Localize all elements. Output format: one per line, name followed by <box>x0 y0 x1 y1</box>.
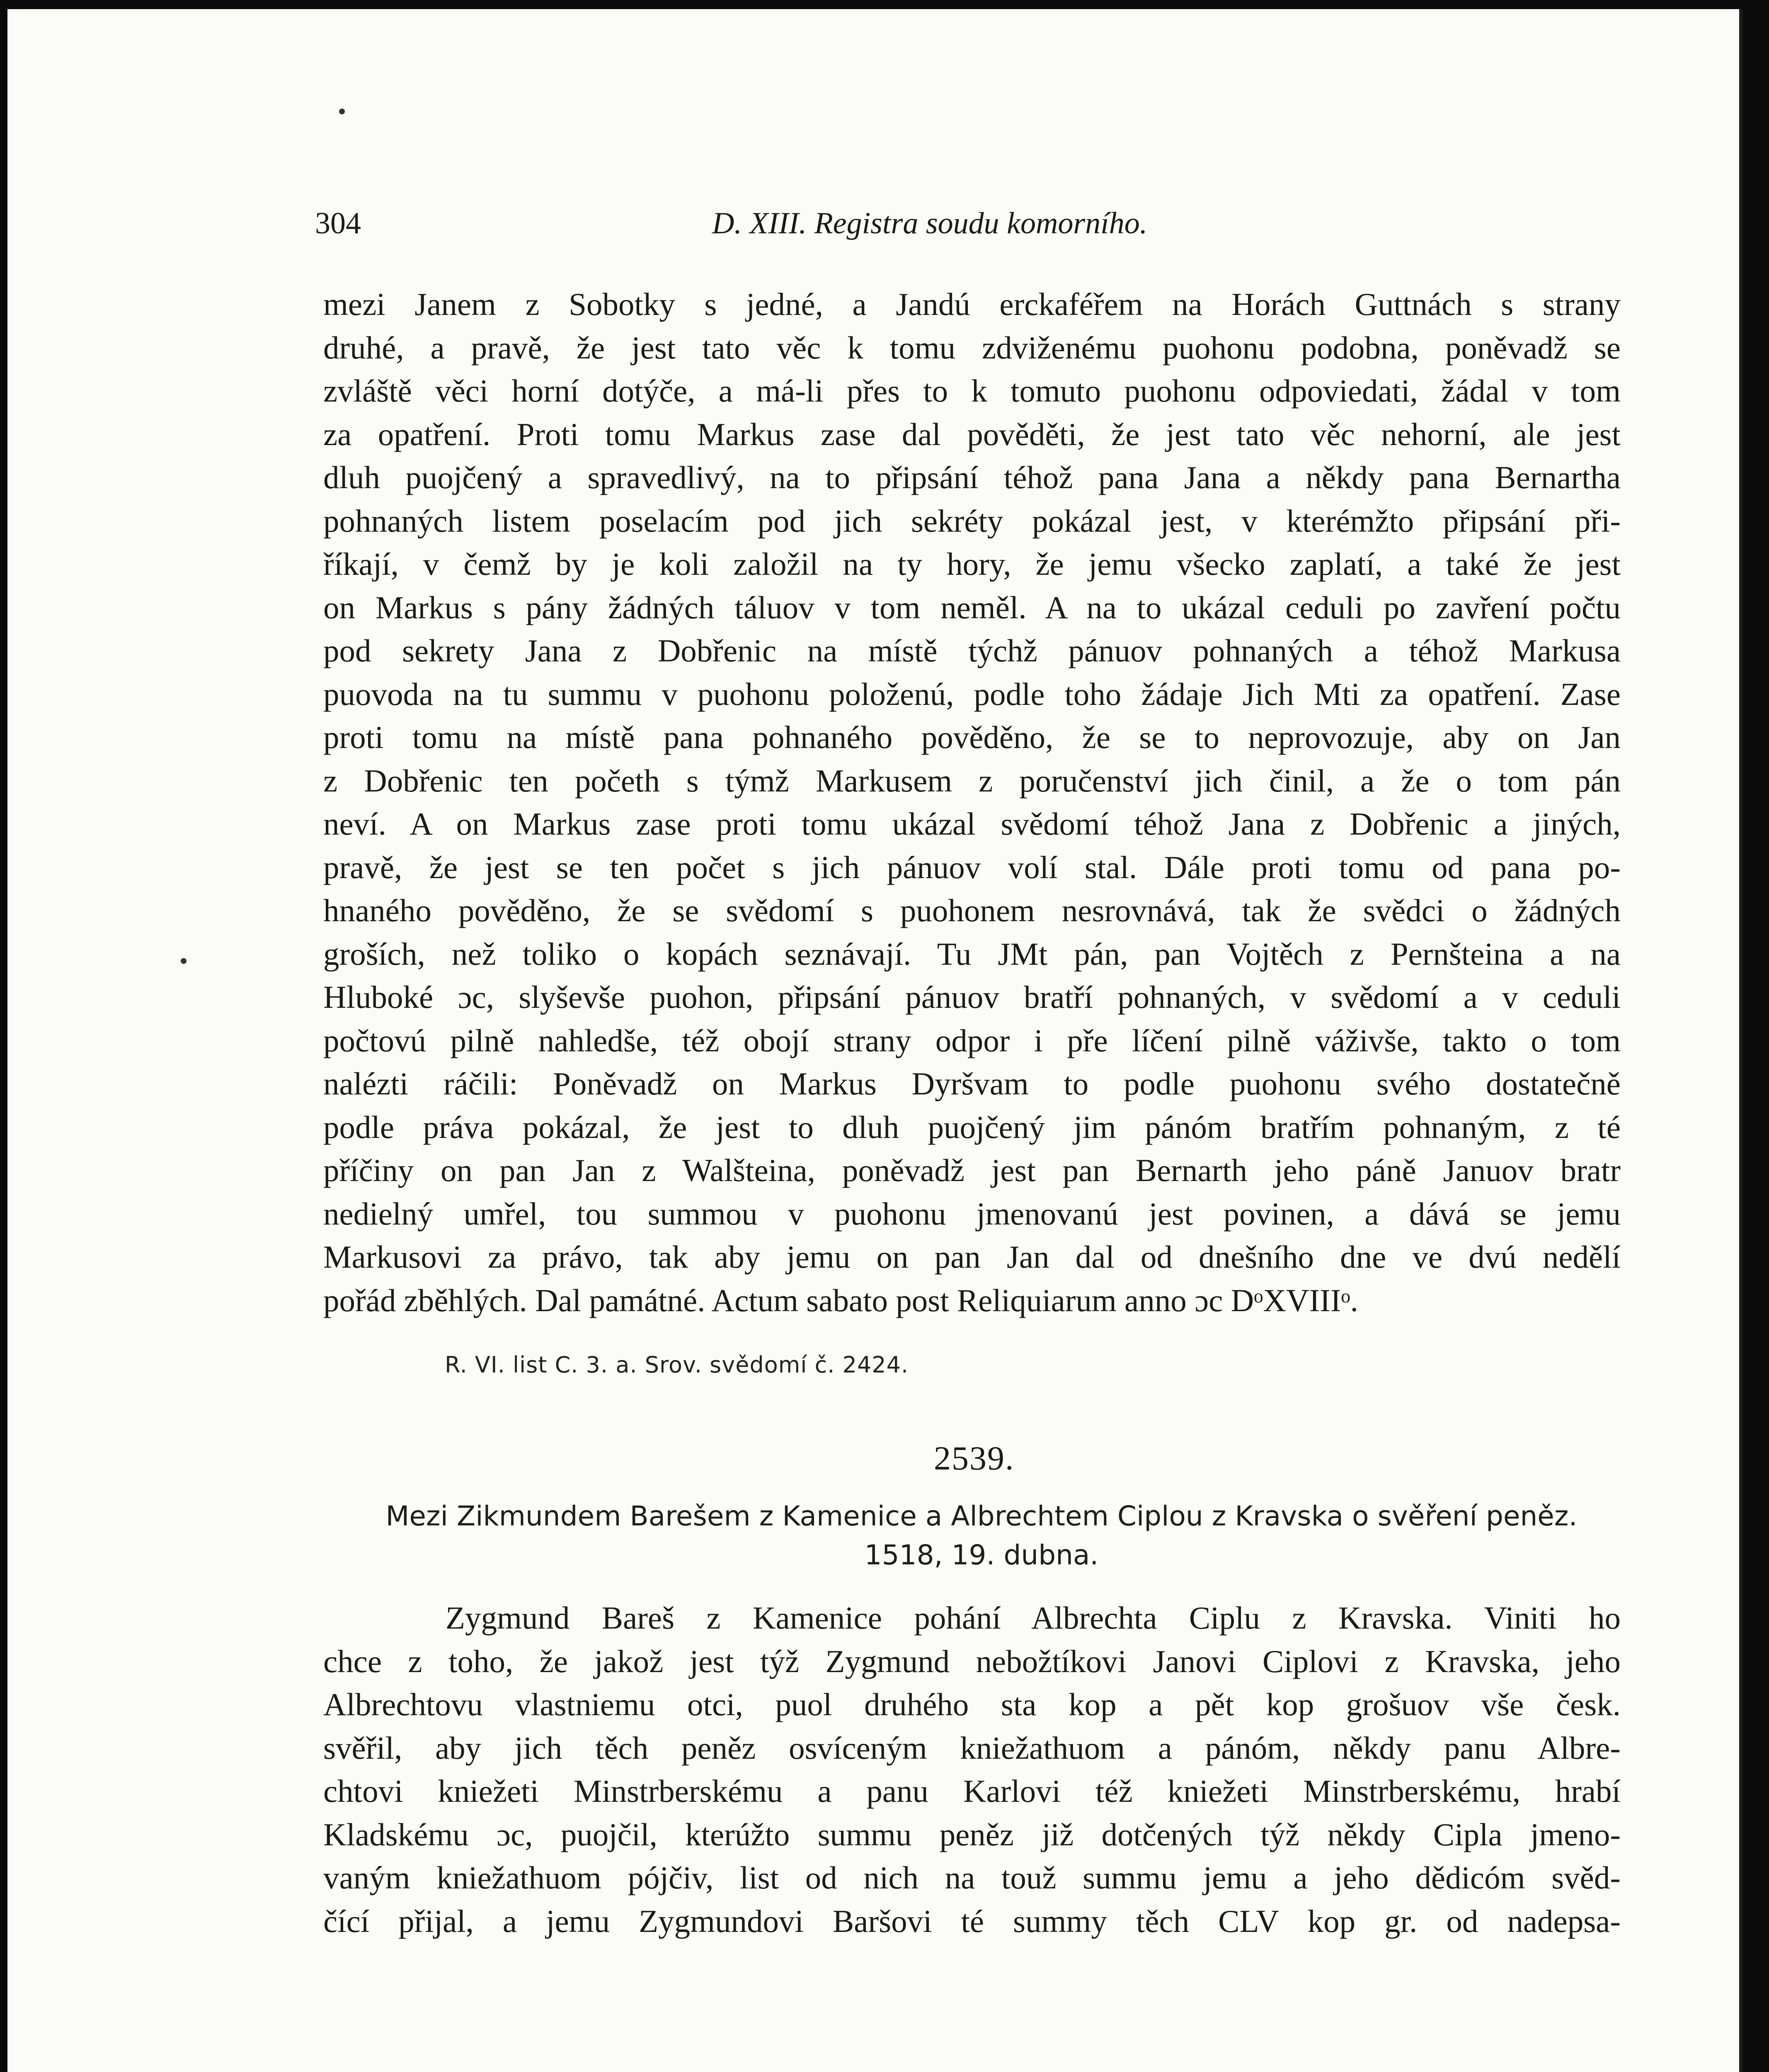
scan-speck <box>339 109 345 114</box>
source-note: R. VI. list C. 3. a. Srov. svědomí č. 2424. <box>445 1352 909 1378</box>
text-line: chce z toho, že jakož jest týž Zygmund nebožtíkovi Janovi Ciplovi z Kravska, jeho <box>323 1643 1621 1679</box>
text-line: vaným kniežathuom pójčiv, list od nich na touž summu jemu a jeho dědicóm svěd- <box>323 1860 1621 1895</box>
text-line: podle práva pokázal, že jest to dluh puojčený jim pánóm bratřím pohnaným, z té <box>323 1109 1621 1145</box>
text-line: říkají, v čemž by je koli založil na ty hory, že jemu všecko zaplatí, a také že jest <box>323 546 1621 582</box>
text-line: Zygmund Bareš z Kamenice pohání Albrechta Ciplu z Kravska. Viniti ho <box>446 1600 1621 1636</box>
text-line: z Dobřenic ten početh s týmž Markusem z poručenství jich činil, a že o tom pán <box>323 762 1621 799</box>
text-line: počtovú pilně nahledše, též obojí strany odpor i pře líčení pilně váživše, takto o tom <box>323 1022 1621 1058</box>
text-line: Kladskému ɔc, puojčil, kterúžto summu peněz již dotčených týž někdy Cipla jmeno- <box>323 1816 1621 1852</box>
text-line: dluh puojčený a spravedlivý, na to připsání téhož pana Jana a někdy pana Bernartha <box>323 460 1621 495</box>
text-line: za opatření. Proti tomu Markus zase dal pověděti, že jest tato věc nehorní, ale jest <box>323 416 1621 452</box>
text-line: mezi Janem z Sobotky s jedné, a Jandú erckaféřem na Horách Guttnách s strany <box>323 286 1621 322</box>
scan-speck <box>181 958 187 964</box>
text-line: příčiny on pan Jan z Walšteina, poněvadž jest pan Bernarth jeho páně Januov bratr <box>323 1152 1621 1188</box>
text-line: hnaného pověděno, že se svědomí s puohonem nesrovnává, tak že svědci o žádných <box>323 893 1621 928</box>
text-line: on Markus s pány žádných táluov v tom neměl. A na to ukázal ceduli po zavření počtu <box>323 589 1621 625</box>
text-line: pořád zběhlých. Dal památné. Actum sabato post Reliquiarum anno ɔc DᵒXVIIIᵒ. <box>323 1282 1358 1318</box>
text-line: pohnaných listem poselacím pod jich sekréty pokázal jest, v kterémžto připsání při- <box>323 503 1621 539</box>
text-line: Albrechtovu vlastniemu otci, puol druhého sta kop a pět kop grošuov vše česk. <box>323 1687 1621 1722</box>
text-line: puovoda na tu summu v puohonu položenú, podle toho žádaje Jich Mti za opatření. Zase <box>323 676 1621 712</box>
running-title: D. XIII. Registra soudu komorního. <box>712 206 1148 240</box>
book-page <box>7 9 1742 2072</box>
text-line: pod sekrety Jana z Dobřenic na místě týchž pánuov pohnaných a téhož Markusa <box>323 633 1621 668</box>
entry-paragraph <box>323 1596 1621 1943</box>
text-line: nedielný umřel, tou summou v puohonu jmenovanú jest povinen, a dává se jemu <box>323 1196 1621 1232</box>
text-line: proti tomu na místě pana pohnaného pověděno, že se to neprovozuje, aby on Jan <box>323 719 1621 755</box>
text-line: groších, než toliko o kopách seznávají. Tu JMt pán, pan Vojtěch z Pernšteina a na <box>323 936 1621 972</box>
text-line: pravě, že jest se ten počet s jich pánuov volí stal. Dále proti tomu od pana po- <box>323 849 1621 885</box>
text-line: zvláště věci horní dotýče, a má-li přes to k tomuto puohonu odpoviedati, žádal v tom <box>323 373 1621 409</box>
text-line: chtovi kniežeti Minstrberskému a panu Karlovi též kniežeti Minstrberskému, hrabí <box>323 1773 1621 1809</box>
entry-date: 1518, 19. dubna. <box>864 1539 1099 1571</box>
text-line: čící přijal, a jemu Zygmundovi Baršovi té summy těch CLV kop gr. od nadepsa- <box>323 1903 1621 1939</box>
text-line: nalézti ráčili: Poněvadž on Markus Dyršvam to podle puohonu svého dostatečně <box>323 1066 1621 1101</box>
text-line: druhé, a pravě, že jest tato věc k tomu zdviženému puohonu podobna, poněvadž se <box>323 329 1621 366</box>
page-header <box>315 206 1219 256</box>
text-line: Markusovi za právo, tak aby jemu on pan Jan dal od dnešního dne ve dvú nedělí <box>323 1239 1621 1275</box>
text-line: svěřil, aby jich těch peněz osvíceným kniežathuom a pánóm, někdy panu Albre- <box>323 1730 1621 1766</box>
text-line: neví. A on Markus zase proti tomu ukázal svědomí téhož Jana z Dobřenic a jiných, <box>323 806 1621 842</box>
entry-title <box>364 1497 1599 1575</box>
page-number: 304 <box>315 206 361 240</box>
entry-number: 2539. <box>934 1439 1015 1477</box>
paragraph-continued <box>323 283 1621 1322</box>
entry-title-line: Mezi Zikmundem Barešem z Kamenice a Albrechtem Ciplou z Kravska o svěření peněz. <box>385 1500 1578 1532</box>
text-line: Hluboké ɔc, slyševše puohon, připsání pánuov bratří pohnaných, v svědomí a v ceduli <box>323 979 1621 1015</box>
